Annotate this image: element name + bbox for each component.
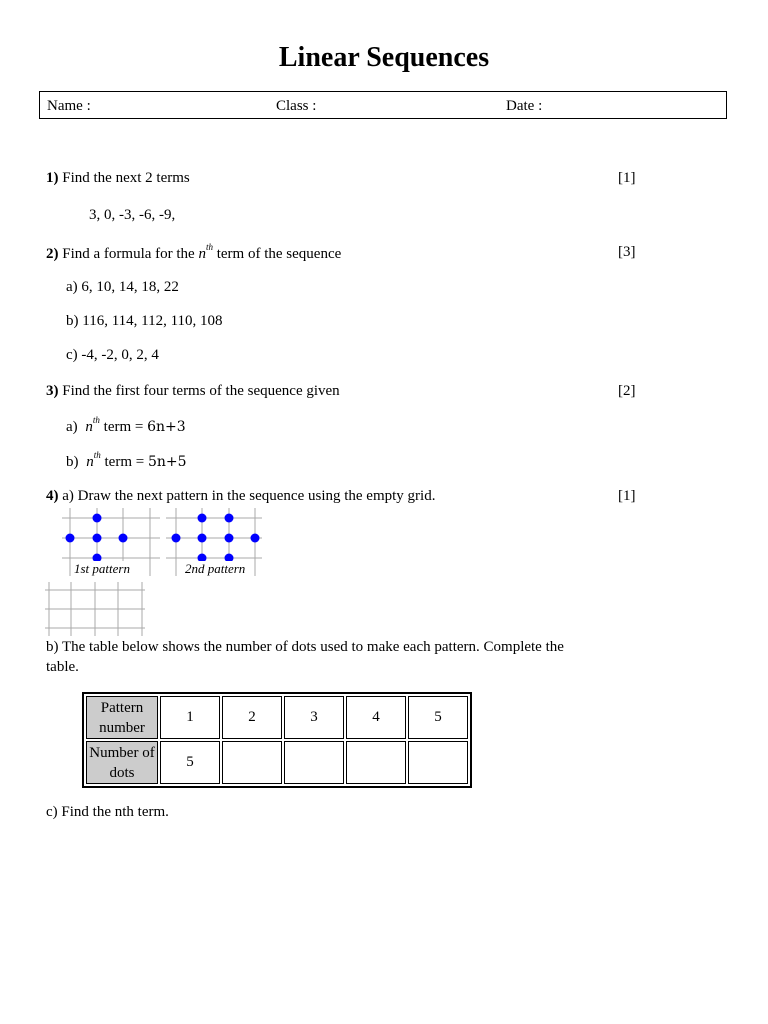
question-4b-line2: table.	[46, 659, 79, 675]
table-cell: 3	[284, 696, 344, 739]
header-line: Number of	[89, 744, 155, 761]
header-line: dots	[109, 764, 135, 781]
term-equals: term =	[104, 454, 145, 470]
superscript-th: th	[205, 242, 213, 252]
question-text: a) Draw the next pattern in the sequence using the empty grid.	[62, 488, 436, 504]
page-title: Linear Sequences	[278, 42, 490, 73]
part-b: b) 116, 114, 112, 110, 108	[66, 313, 223, 329]
answer-cell[interactable]	[222, 741, 282, 784]
answer-cell[interactable]	[408, 741, 468, 784]
variable-n: n	[85, 419, 93, 435]
part-c: c) -4, -2, 0, 2, 4	[66, 347, 159, 363]
header-line: number	[99, 719, 145, 736]
part-a: a) 6, 10, 14, 18, 22	[66, 279, 179, 295]
term-equals: term =	[103, 419, 144, 435]
table-cell: 4	[346, 696, 406, 739]
dot	[119, 534, 128, 543]
class-label: Class :	[276, 98, 317, 114]
dot	[198, 514, 207, 523]
variable-n: n	[198, 246, 206, 262]
question-number: 4)	[46, 488, 59, 504]
dot	[172, 534, 181, 543]
marks: [1]	[618, 488, 636, 504]
question-text: Find a formula for the	[62, 246, 195, 262]
part-label: a)	[66, 419, 78, 435]
question-4c: c) Find the nth term.	[46, 804, 169, 820]
name-label: Name :	[47, 98, 91, 114]
question-number: 1)	[46, 170, 59, 186]
answer-cell[interactable]	[346, 741, 406, 784]
part-label: b)	[66, 454, 79, 470]
dot	[225, 514, 234, 523]
pattern-2-label: 2nd pattern	[185, 561, 246, 576]
sequence: 3, 0, -3, -6, -9,	[89, 207, 176, 223]
superscript-th: th	[93, 450, 101, 460]
marks: [3]	[618, 244, 636, 260]
table-cell: 2	[222, 696, 282, 739]
pattern-1-label: 1st pattern	[74, 561, 130, 576]
dot	[251, 534, 260, 543]
header-line: Pattern	[100, 699, 144, 716]
dot	[93, 534, 102, 543]
dot	[66, 534, 75, 543]
dot	[198, 534, 207, 543]
expression: 5n+5	[147, 454, 187, 470]
question-4b-line1: b) The table below shows the number of dots used to make each pattern. Complete the	[46, 639, 564, 655]
variable-n: n	[86, 454, 94, 470]
question-text: Find the next 2 terms	[62, 170, 190, 186]
empty-grid[interactable]	[45, 582, 145, 636]
table-cell: 5	[408, 696, 468, 739]
pattern-dots	[66, 514, 260, 563]
table-row	[86, 741, 468, 784]
date-label: Date :	[506, 98, 543, 114]
question-number: 2)	[46, 246, 59, 262]
dots-table	[82, 692, 472, 788]
question-text: term of the sequence	[216, 246, 342, 262]
question-number: 3)	[46, 383, 59, 399]
question-text: Find the first four terms of the sequence given	[62, 383, 340, 399]
table-row	[86, 696, 468, 739]
answer-cell[interactable]	[284, 741, 344, 784]
table-cell: 5	[160, 741, 220, 784]
marks: [2]	[618, 383, 636, 399]
dot	[225, 534, 234, 543]
expression: 6n+3	[147, 419, 186, 435]
dot	[93, 514, 102, 523]
table-header-cell	[86, 741, 158, 784]
table-header-cell	[86, 696, 158, 739]
table-cell: 1	[160, 696, 220, 739]
marks: [1]	[618, 170, 636, 186]
superscript-th: th	[92, 415, 100, 425]
